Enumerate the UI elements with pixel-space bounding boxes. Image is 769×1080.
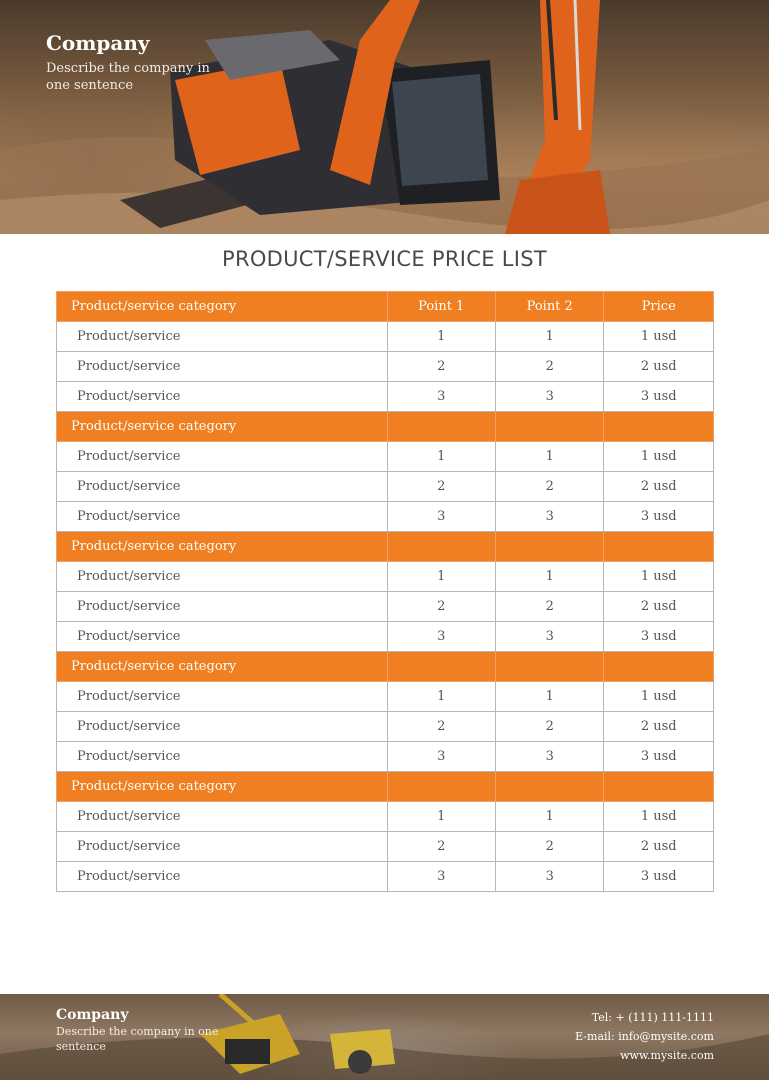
category-empty-cell xyxy=(387,412,495,442)
point1-cell: 3 xyxy=(387,622,495,652)
footer-company-name: Company xyxy=(56,1007,129,1023)
price-cell: 1 usd xyxy=(604,802,714,832)
category-empty-cell xyxy=(495,412,603,442)
point2-cell: 3 xyxy=(495,862,603,892)
category-label: Product/service category xyxy=(57,772,388,802)
point2-cell: 2 xyxy=(495,832,603,862)
footer-email[interactable]: E-mail: info@mysite.com xyxy=(575,1030,714,1043)
category-header-row xyxy=(57,772,714,802)
category-empty-cell xyxy=(495,532,603,562)
price-cell: 1 usd xyxy=(604,442,714,472)
category-empty-cell xyxy=(604,532,714,562)
table-row xyxy=(57,592,714,622)
header-banner xyxy=(0,0,769,234)
table-row xyxy=(57,712,714,742)
point2-cell: 2 xyxy=(495,472,603,502)
price-cell: 2 usd xyxy=(604,472,714,502)
category-label: Product/service category xyxy=(57,412,388,442)
footer-company-block xyxy=(56,1006,226,1054)
table-row xyxy=(57,472,714,502)
point1-cell: 1 xyxy=(387,682,495,712)
category-empty-cell xyxy=(495,772,603,802)
category-empty-cell xyxy=(387,652,495,682)
item-name-cell: Product/service xyxy=(57,802,388,832)
point1-cell: 1 xyxy=(387,802,495,832)
company-name: Company xyxy=(46,31,150,55)
price-cell: 3 usd xyxy=(604,502,714,532)
table-row xyxy=(57,742,714,772)
table-row xyxy=(57,322,714,352)
item-name-cell: Product/service xyxy=(57,742,388,772)
item-name-cell: Product/service xyxy=(57,862,388,892)
category-label: Product/service category xyxy=(57,652,388,682)
point2-cell: 3 xyxy=(495,742,603,772)
table-row xyxy=(57,382,714,412)
point1-cell: 3 xyxy=(387,502,495,532)
point1-cell: 2 xyxy=(387,712,495,742)
category-header-row xyxy=(57,652,714,682)
point1-cell: 2 xyxy=(387,472,495,502)
table-row xyxy=(57,682,714,712)
price-cell: 3 usd xyxy=(604,622,714,652)
category-empty-cell xyxy=(495,652,603,682)
table-row xyxy=(57,802,714,832)
item-name-cell: Product/service xyxy=(57,442,388,472)
point2-cell: 2 xyxy=(495,592,603,622)
point1-cell: 3 xyxy=(387,742,495,772)
item-name-cell: Product/service xyxy=(57,502,388,532)
table-row xyxy=(57,562,714,592)
point1-cell: 3 xyxy=(387,382,495,412)
table-row xyxy=(57,832,714,862)
item-name-cell: Product/service xyxy=(57,622,388,652)
category-label: Product/service category xyxy=(57,532,388,562)
category-header-row xyxy=(57,532,714,562)
point1-cell: 2 xyxy=(387,352,495,382)
category-empty-cell xyxy=(604,652,714,682)
price-cell: 2 usd xyxy=(604,832,714,862)
item-name-cell: Product/service xyxy=(57,322,388,352)
footer-phone: Tel: + (111) 111-1111 xyxy=(591,1011,714,1024)
price-cell: 1 usd xyxy=(604,682,714,712)
point1-cell: 1 xyxy=(387,562,495,592)
price-cell: 1 usd xyxy=(604,322,714,352)
price-cell: 3 usd xyxy=(604,862,714,892)
item-name-cell: Product/service xyxy=(57,712,388,742)
category-empty-cell xyxy=(387,532,495,562)
point2-cell: 1 xyxy=(495,802,603,832)
column-header: Point 1 xyxy=(387,292,495,322)
category-label: Product/service category xyxy=(57,292,388,322)
price-cell: 3 usd xyxy=(604,382,714,412)
point2-cell: 2 xyxy=(495,352,603,382)
item-name-cell: Product/service xyxy=(57,682,388,712)
table-row xyxy=(57,502,714,532)
point2-cell: 2 xyxy=(495,712,603,742)
table-row xyxy=(57,622,714,652)
footer-website[interactable]: www.mysite.com xyxy=(620,1049,714,1062)
header-company-block xyxy=(46,30,226,94)
item-name-cell: Product/service xyxy=(57,562,388,592)
price-cell: 2 usd xyxy=(604,592,714,622)
point1-cell: 1 xyxy=(387,442,495,472)
point2-cell: 3 xyxy=(495,622,603,652)
category-header-row xyxy=(57,292,714,322)
item-name-cell: Product/service xyxy=(57,592,388,622)
price-table xyxy=(56,291,714,892)
point2-cell: 1 xyxy=(495,442,603,472)
point1-cell: 2 xyxy=(387,832,495,862)
category-empty-cell xyxy=(387,772,495,802)
item-name-cell: Product/service xyxy=(57,472,388,502)
category-empty-cell xyxy=(604,772,714,802)
item-name-cell: Product/service xyxy=(57,352,388,382)
point1-cell: 1 xyxy=(387,322,495,352)
table-row xyxy=(57,442,714,472)
column-header: Price xyxy=(604,292,714,322)
footer-company-description: Describe the company in one sentence xyxy=(56,1025,219,1053)
column-header: Point 2 xyxy=(495,292,603,322)
point2-cell: 1 xyxy=(495,682,603,712)
point2-cell: 3 xyxy=(495,502,603,532)
point2-cell: 1 xyxy=(495,562,603,592)
price-table-body xyxy=(57,292,714,892)
table-row xyxy=(57,352,714,382)
item-name-cell: Product/service xyxy=(57,382,388,412)
footer-banner xyxy=(0,994,769,1080)
category-empty-cell xyxy=(604,412,714,442)
point1-cell: 3 xyxy=(387,862,495,892)
company-description: Describe the company in one sentence xyxy=(46,61,210,93)
price-cell: 2 usd xyxy=(604,352,714,382)
table-row xyxy=(57,862,714,892)
page-title: PRODUCT/SERVICE PRICE LIST xyxy=(221,247,547,271)
price-cell: 1 usd xyxy=(604,562,714,592)
item-name-cell: Product/service xyxy=(57,832,388,862)
point2-cell: 3 xyxy=(495,382,603,412)
category-header-row xyxy=(57,412,714,442)
point2-cell: 1 xyxy=(495,322,603,352)
price-cell: 3 usd xyxy=(604,742,714,772)
point1-cell: 2 xyxy=(387,592,495,622)
footer-contacts xyxy=(575,1008,714,1065)
price-cell: 2 usd xyxy=(604,712,714,742)
